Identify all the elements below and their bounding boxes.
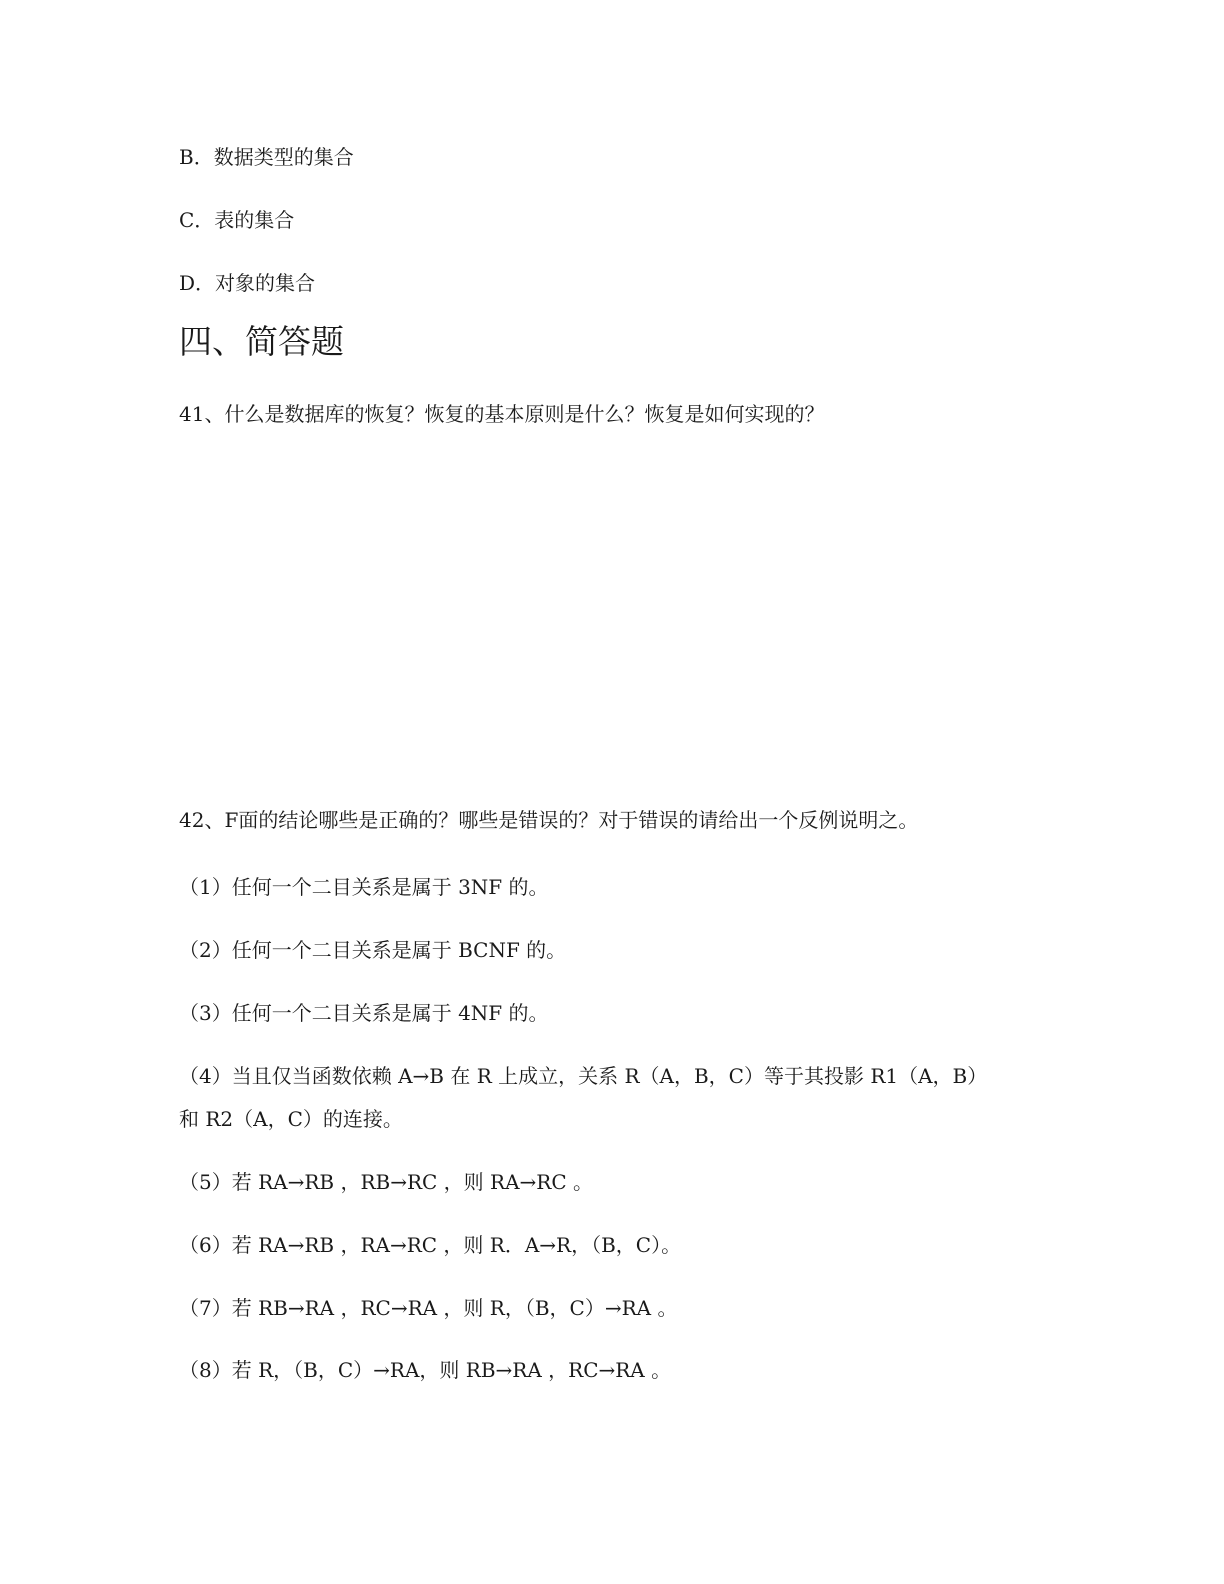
question-42-item-5: （5）若 RA→RB ，RB→RC ，则 RA→RC 。 (179, 1170, 594, 1194)
question-42-item-2: （2）任何一个二目关系是属于 BCNF 的。 (179, 938, 567, 962)
option-b: B．数据类型的集合 (179, 145, 354, 169)
question-42-item-4: （4）当且仅当函数依赖 A→B 在 R 上成立，关系 R（A，B，C）等于其投影 R1（A，B） (179, 1064, 988, 1088)
option-d: D．对象的集合 (179, 271, 316, 295)
question-42-item-4-cont: 和 R2（A，C）的连接。 (179, 1107, 403, 1131)
section-title: 四、简答题 (179, 322, 344, 361)
option-c: C．表的集合 (179, 208, 295, 232)
question-42-prompt: 42、F面的结论哪些是正确的？哪些是错误的？对于错误的请给出一个反例说明之。 (179, 808, 919, 832)
question-42-item-8: （8）若 R，（B，C）→RA，则 RB→RA ，RC→RA 。 (179, 1358, 672, 1382)
question-42-item-7: （7）若 RB→RA ，RC→RA ，则 R，（B，C）→RA 。 (179, 1296, 678, 1320)
question-42-item-3: （3）任何一个二目关系是属于 4NF 的。 (179, 1001, 549, 1025)
question-42-item-6: （6）若 RA→RB ，RA→RC ，则 R．A→R，（B，C）。 (179, 1233, 682, 1257)
question-41: 41、什么是数据库的恢复？恢复的基本原则是什么？恢复是如何实现的？ (179, 402, 825, 426)
question-42-item-1: （1）任何一个二目关系是属于 3NF 的。 (179, 875, 549, 899)
